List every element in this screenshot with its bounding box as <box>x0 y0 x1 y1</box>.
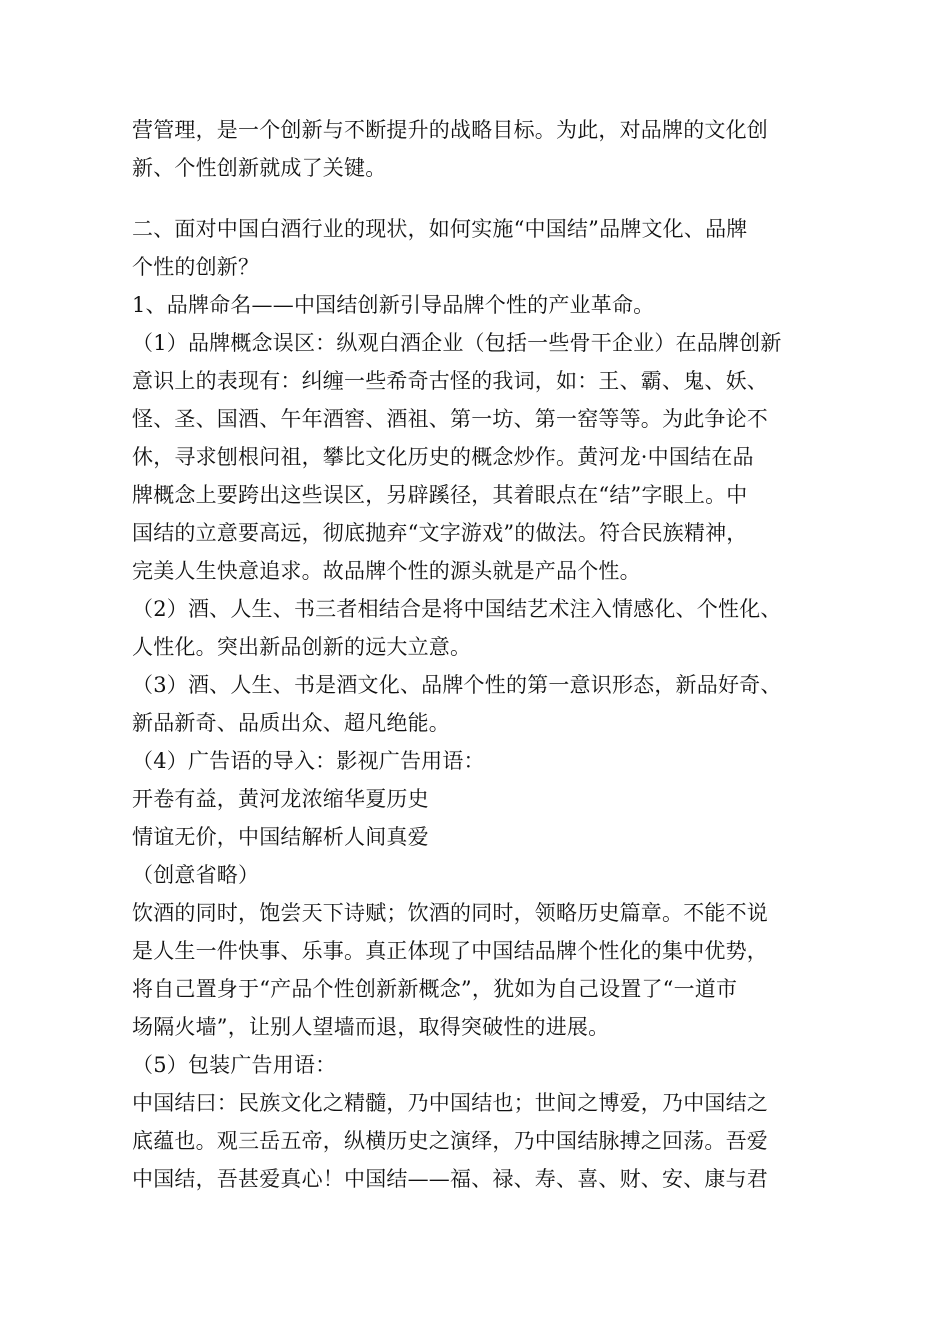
text-line: 饮酒的同时，饱尝天下诗赋；饮酒的同时，领略历史篇章。不能不说 <box>132 901 768 925</box>
text-line: 个性的创新？ <box>132 255 260 279</box>
text-line: （1）品牌概念误区：纵观白酒企业（包括一些骨干企业）在品牌创新 <box>132 331 782 355</box>
text-line: （4）广告语的导入：影视广告用语： <box>132 749 485 773</box>
text-line: 新、个性创新就成了关键。 <box>132 156 387 180</box>
text-line: 情谊无价，中国结解析人间真爱 <box>132 825 429 849</box>
text-line: 开卷有益，黄河龙浓缩华夏历史 <box>132 787 429 811</box>
text-line: 休，寻求刨根问祖，攀比文化历史的概念炒作。黄河龙·中国结在品 <box>132 445 754 469</box>
text-line: 牌概念上要跨出这些误区，另辟蹊径，其着眼点在“结”字眼上。中 <box>132 483 748 507</box>
text-line: 新品新奇、品质出众、超凡绝能。 <box>132 711 450 735</box>
text-line: 完美人生快意追求。故品牌个性的源头就是产品个性。 <box>132 559 641 583</box>
text-line: （5）包装广告用语： <box>132 1053 337 1077</box>
text-line: 场隔火墙”，让别人望墙而退，取得突破性的进展。 <box>132 1015 610 1039</box>
text-line: （3）酒、人生、书是酒文化、品牌个性的第一意识形态，新品好奇、 <box>132 673 782 697</box>
text-line: 是人生一件快事、乐事。真正体现了中国结品牌个性化的集中优势， <box>132 939 768 963</box>
text-line: 将自己置身于“产品个性创新新概念”，犹如为自己设置了“一道市 <box>132 977 738 1001</box>
text-line: 营管理，是一个创新与不断提升的战略目标。为此，对品牌的文化创 <box>132 118 768 142</box>
text-line: 国结的立意要高远，彻底抛弃“文字游戏”的做法。符合民族精神， <box>132 521 748 545</box>
text-line: 怪、圣、国酒、午年酒窖、酒祖、第一坊、第一窑等等。为此争论不 <box>132 407 768 431</box>
text-line: 中国结，吾甚爱真心！中国结——福、禄、寿、喜、财、安、康与君 <box>132 1167 768 1191</box>
text-line: （创意省略） <box>132 863 260 887</box>
text-line: 中国结曰：民族文化之精髓，乃中国结也；世间之博爱，乃中国结之 <box>132 1091 768 1115</box>
text-line: 人性化。突出新品创新的远大立意。 <box>132 635 472 659</box>
text-line: 意识上的表现有：纠缠一些希奇古怪的我词，如：王、霸、鬼、妖、 <box>132 369 768 393</box>
text-line: （2）酒、人生、书三者相结合是将中国结艺术注入情感化、个性化、 <box>132 597 782 621</box>
text-line: 二、面对中国白酒行业的现状，如何实施“中国结”品牌文化、品牌 <box>132 217 748 241</box>
text-line: 1、品牌命名——中国结创新引导品牌个性的产业革命。 <box>132 293 655 317</box>
text-line: 底蕴也。观三岳五帝，纵横历史之演绎，乃中国结脉搏之回荡。吾爱 <box>132 1129 768 1153</box>
